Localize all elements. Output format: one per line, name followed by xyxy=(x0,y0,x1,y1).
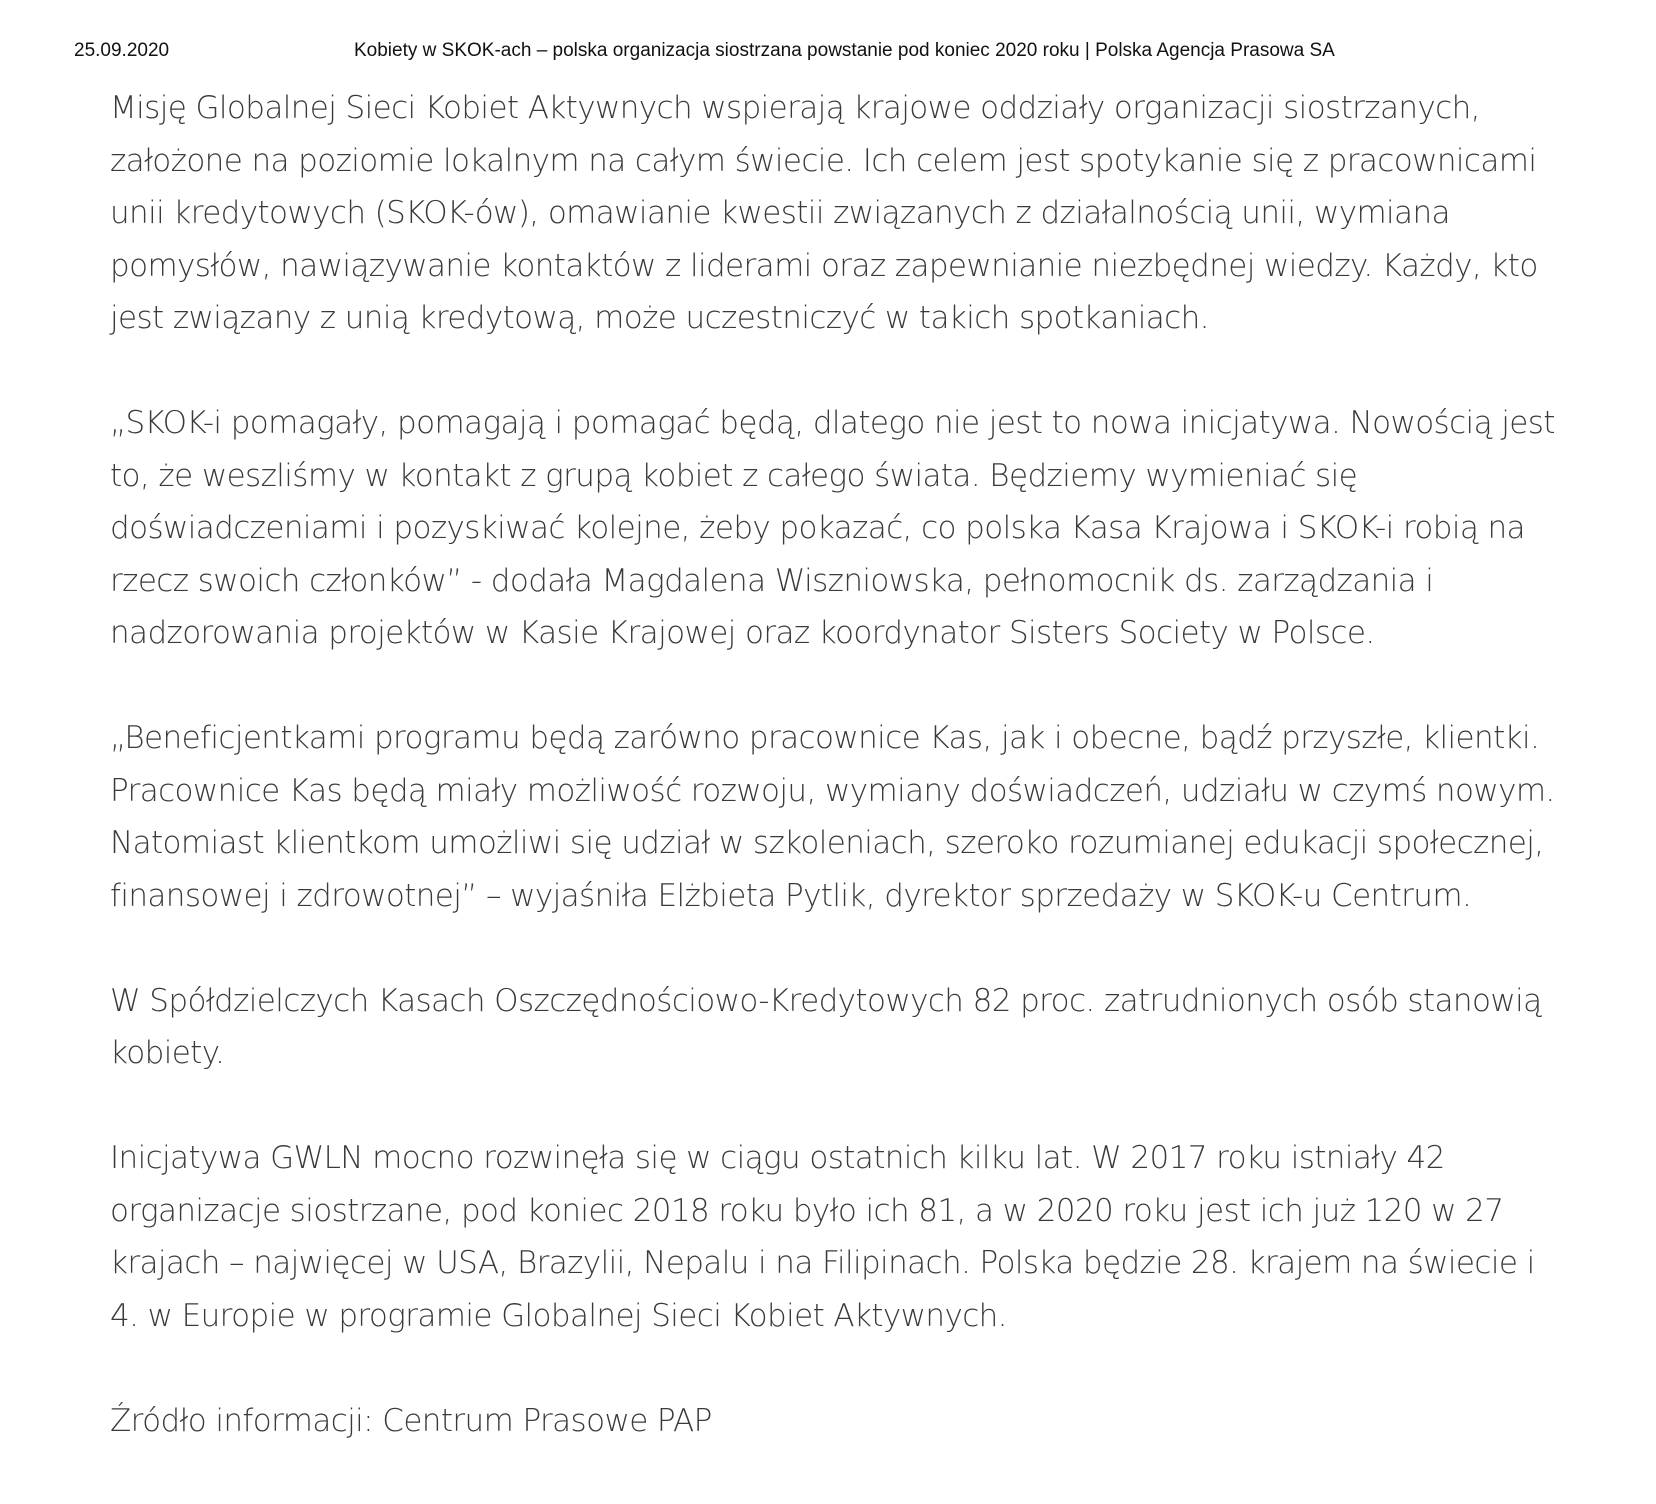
article-paragraph: W Spółdzielczych Kasach Oszczędnościowo-Kredytowych 82 proc. zatrudnionych osób stanowią kobiety. xyxy=(110,982,1542,1071)
print-header xyxy=(74,40,1514,66)
article-paragraph: Inicjatywa GWLN mocno rozwinęła się w ciągu ostatnich kilku lat. W 2017 roku istniały 42 organizacje siostrzane, pod koniec 2018 roku było ich 81, a w 2020 roku jest ich już 120 w 27 krajach – najwięcej w USA, Brazylii, Nepalu i na Filipinach. Polska będzie 28. krajem na świecie i 4. w Europie w programie Globalnej Sieci Kobiet Aktywnych. xyxy=(110,1140,1535,1334)
article-paragraph: Misję Globalnej Sieci Kobiet Aktywnych wspierają krajowe oddziały organizacji siostrzanych, założone na poziomie lokalnym na całym świecie. Ich celem jest spotykanie się z pracownicami unii kredytowych (SKOK-ów), omawianie kwestii związanych z działalnością unii, wymiana pomysłów, nawiązywanie kontaktów z liderami oraz zapewnianie niezbędnej wiedzy. Każdy, kto jest związany z unią kredytową, może uczestniczyć w takich spotkaniach. xyxy=(110,90,1538,336)
article-body xyxy=(110,82,1560,1447)
article-paragraph: „SKOK-i pomagały, pomagają i pomagać będą, dlatego nie jest to nowa inicjatywa. Nowością jest to, że weszliśmy w kontakt z grupą kobiet z całego świata. Będziemy wymieniać się doświadczeniami i pozyskiwać kolejne, żeby pokazać, co polska Kasa Krajowa i SKOK-i robią na rzecz swoich członków” - dodała Magdalena Wiszniowska, pełnomocnik ds. zarządzania i nadzorowania projektów w Kasie Krajowej oraz koordynator Sisters Society w Polsce. xyxy=(110,405,1555,651)
article-paragraph: „Beneficjentkami programu będą zarówno pracownice Kas, jak i obecne, bądź przyszłe, klientki. Pracownice Kas będą miały możliwość rozwoju, wymiany doświadczeń, udziału w czymś nowym. Natomiast klientkom umożliwi się udział w szkoleniach, szeroko rozumianej edukacji społecznej, finansowej i zdrowotnej” – wyjaśniła Elżbieta Pytlik, dyrektor sprzedaży w SKOK-u Centrum. xyxy=(110,720,1555,914)
print-date: 25.09.2020 xyxy=(74,40,170,61)
print-page-title: Kobiety w SKOK-ach – polska organizacja siostrzana powstanie pod koniec 2020 roku | Polska Agencja Prasowa SA xyxy=(354,40,1335,61)
source-attribution: Źródło informacji: Centrum Prasowe PAP xyxy=(110,1402,712,1439)
